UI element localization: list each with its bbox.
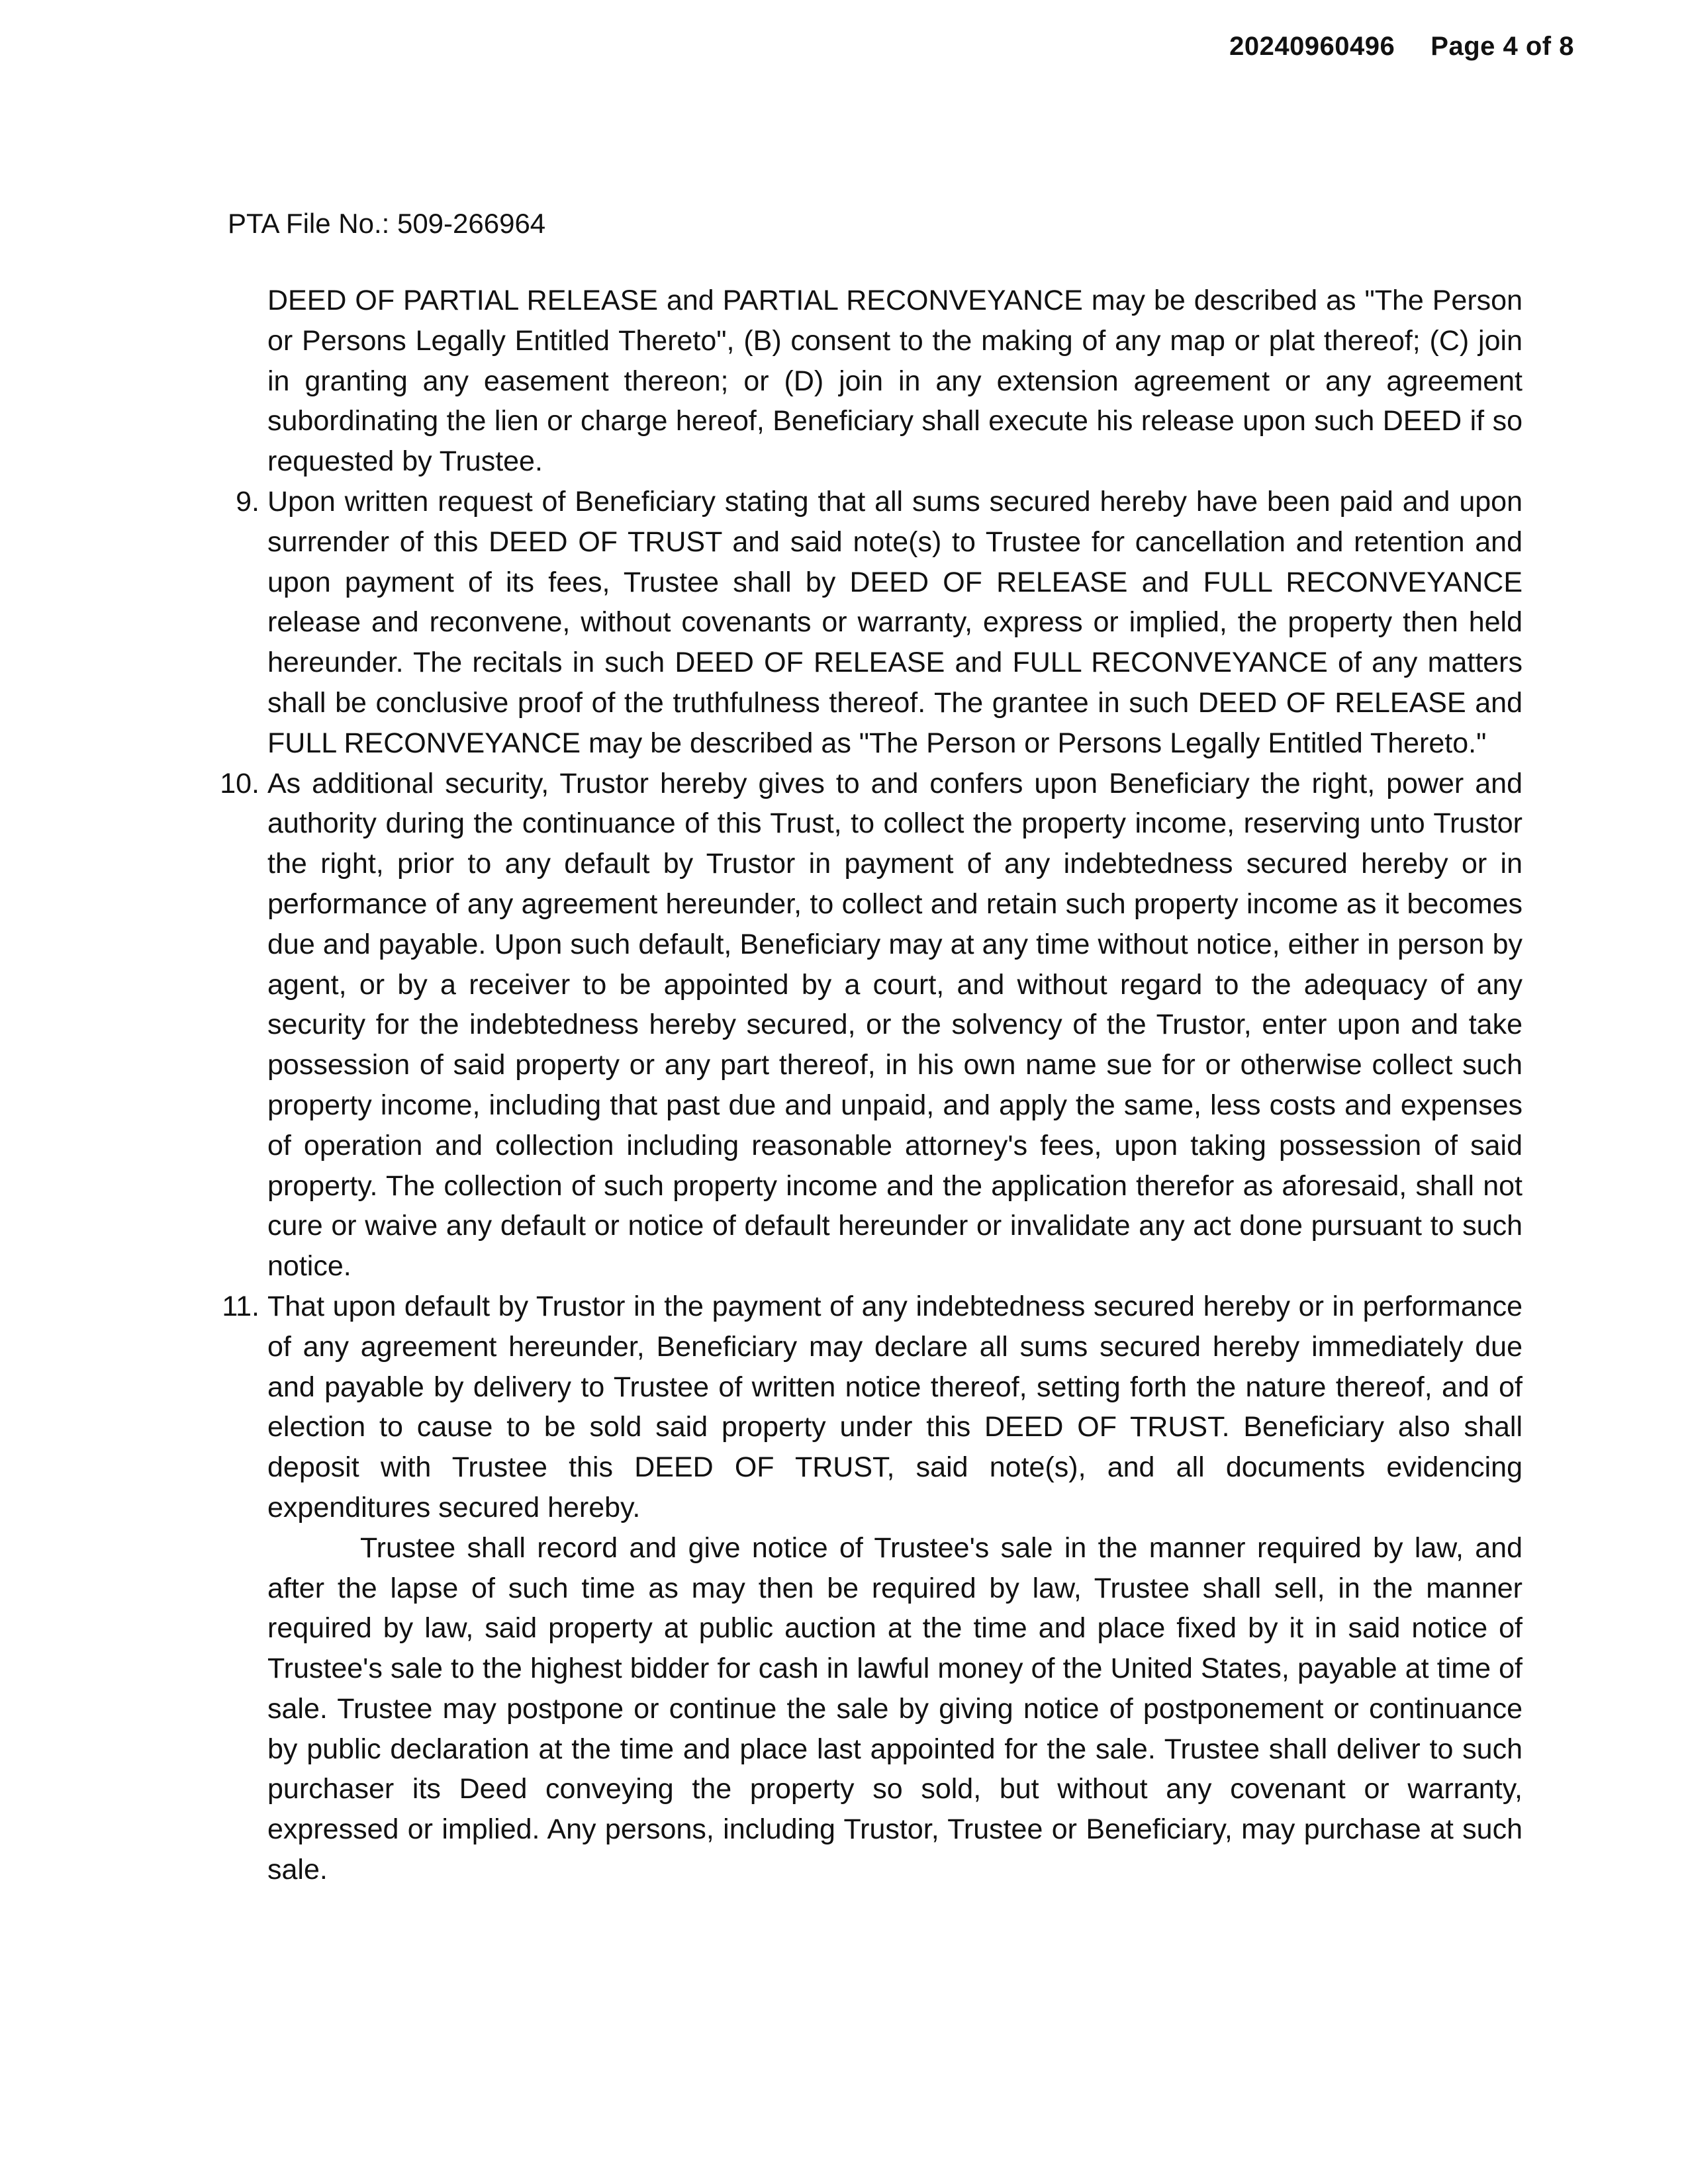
clause-text: As additional security, Trustor hereby gives to and confers upon Beneficiary the right, power and authority during the continuance of this Trust, to collect the property income, reserving unto Trustor the right, prior to any default by Trustor in payment of any indebtedness secured hereby or in performance of any agreement hereunder, to collect and retain such property income as it becomes due and payable. Upon such default, Beneficiary may at any time without notice, either in person by agent, or by a receiver to be appointed by a court, and without regard to the adequacy of any security for the indebtedness hereby secured, or the solvency of the Trustor, enter upon and take possession of said property or any part thereof, in his own name sue for or otherwise collect such property income, including that past due and unpaid, and apply the same, less costs and expenses of operation and collection including reasonable attorney's fees, upon taking possession of said property. The collection of such property income and the application therefor as aforesaid, shall not cure or waive any default or notice of default hereunder or invalidate any act done pursuant to such notice. [267,767,1523,1283]
clause-10 [220,764,1523,1287]
clause-text: That upon default by Trustor in the payment of any indebtedness secured hereby or in performance of any agreement hereunder, Beneficiary may declare all sums secured hereby immediately due and payable by delivery to Trustee of written notice thereof, setting forth the nature thereof, and of election to cause to be sold said property under this DEED OF TRUST. Beneficiary also shall deposit with Trustee this DEED OF TRUST, said note(s), and all documents evidencing expenditures secured hereby. [267,1290,1523,1524]
clause-9 [236,482,1523,764]
clause-number: 9. [236,485,259,518]
document-number: 20240960496 [1229,32,1395,61]
clause-11 [222,1287,1523,1890]
clause-number: 11. [222,1290,259,1322]
clause-text: Upon written request of Beneficiary stating that all sums secured hereby have been paid and upon surrender of this DEED OF TRUST and said note(s) to Trustee for cancellation and retention and upon payment of its fees, Trustee shall by DEED OF RELEASE and FULL RECONVEYANCE release and reconvene, without covenants or warranty, express or implied, the property then held hereunder. The recitals in such DEED OF RELEASE and FULL RECONVEYANCE of any matters shall be conclusive proof of the truthfulness thereof. The grantee in such DEED OF RELEASE and FULL RECONVEYANCE may be described as "The Person or Persons Legally Entitled Thereto." [267,485,1523,759]
document-body [220,281,1523,1890]
clause-11-continuation: Trustee shall record and give notice of Trustee's sale in the manner required by law, and after the lapse of such time as may then be required by law, Trustee shall sell, in the manner required by law, said property at public auction at the time and place fixed by it in said notice of Trustee's sale to the highest bidder for cash in lawful money of the United States, payable at time of sale. Trustee may postpone or continue the sale by giving notice of postponement or continuance by public declaration at the time and place last appointed for the sale. Trustee shall deliver to such purchaser its Deed conveying the property so sold, but without any covenant or warranty, expressed or implied. Any persons, including Trustor, Trustee or Beneficiary, may purchase at such sale. [267,1531,1523,1886]
continuation-paragraph: DEED OF PARTIAL RELEASE and PARTIAL RECONVEYANCE may be described as "The Person or Persons Legally Entitled Thereto", (B) consent to the making of any map or plat thereof; (C) join in granting any easement thereon; or (D) join in any extension agreement or any agreement subordinating the lien or charge hereof, Beneficiary shall execute his release upon such DEED if so requested by Trustee. [267,285,1523,478]
page-label: Page 4 of 8 [1430,32,1574,61]
file-reference: PTA File No.: 509-266964 [228,208,546,239]
recording-stamp [1229,32,1574,62]
clause-number: 10. [220,767,259,799]
